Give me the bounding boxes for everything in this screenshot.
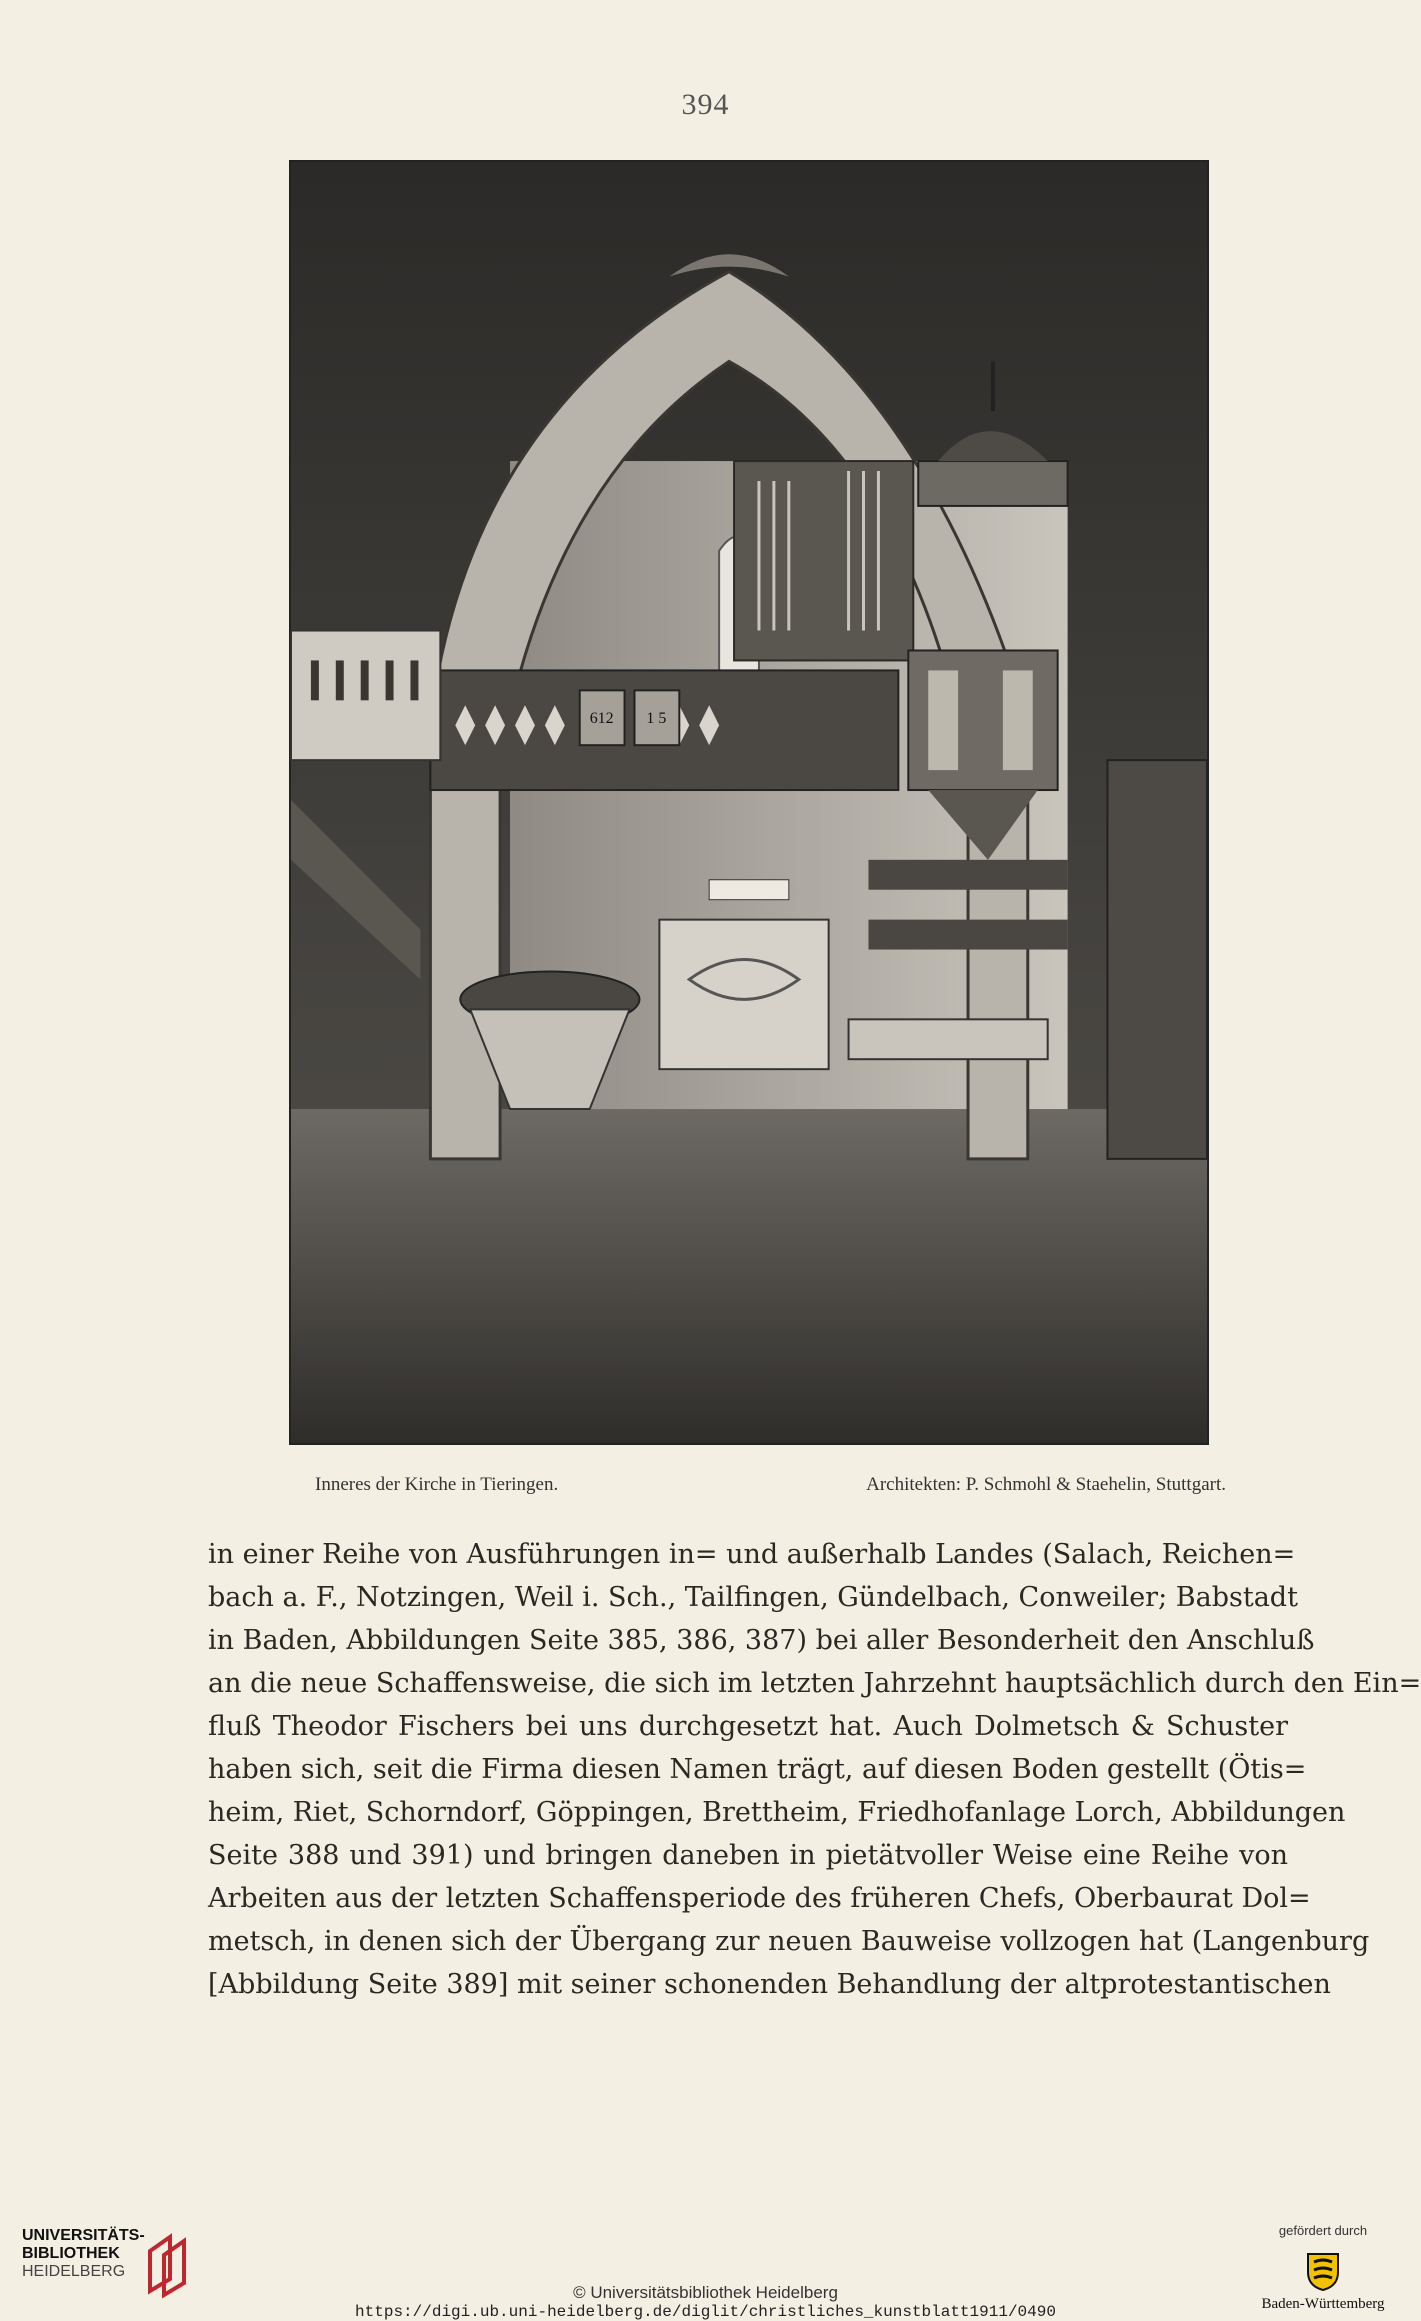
- library-line-3: HEIDELBERG: [22, 2263, 126, 2280]
- sponsor-block[interactable]: [1253, 2223, 1393, 2313]
- hymn-board-1: 612: [589, 710, 614, 728]
- sponsor-name: Baden-Württemberg: [1261, 2296, 1385, 2312]
- coat-of-arms-icon: [1300, 2248, 1346, 2292]
- hymn-board-2: 1 5: [646, 710, 667, 728]
- text-line: in einer Reihe von Ausführungen in= und außerhalb Landes (Salach, Reichen=: [208, 1539, 1296, 1570]
- text-line: heim, Riet, Schorndorf, Göppingen, Brettheim, Friedhofanlage Lorch, Abbildungen: [208, 1797, 1346, 1828]
- body-text: [208, 1533, 1421, 2006]
- library-line-2: BIBLIOTHEK: [22, 2245, 120, 2262]
- page-number: 394: [681, 88, 730, 121]
- text-line: Arbeiten aus der letzten Schaffensperiode des früheren Chefs, Oberbaurat Dol=: [208, 1883, 1311, 1914]
- church-interior-photo: [289, 160, 1209, 1445]
- text-line: fluß Theodor Fischers bei uns durchgesetzt hat. Auch Dolmetsch & Schuster: [208, 1711, 1288, 1742]
- figure-caption: Inneres der Kirche in Tieringen.: [315, 1474, 559, 1495]
- text-line: haben sich, seit die Firma diesen Namen trägt, auf diesen Boden gestellt (Ötis=: [208, 1754, 1307, 1785]
- library-line-1: UNIVERSITÄTS-: [22, 2227, 145, 2244]
- source-url-link[interactable]: https://digi.ub.uni-heidelberg.de/diglit/christliches_kunstblatt1911/0490: [355, 2303, 1056, 2321]
- text-line: an die neue Schaffensweise, die sich im letzten Jahrzehnt hauptsächlich durch den Ein=: [208, 1668, 1421, 1699]
- sponsor-label: gefördert durch: [1278, 2223, 1368, 2238]
- church-interior-illustration: [291, 162, 1207, 1443]
- text-line: metsch, in denen sich der Übergang zur neuen Bauweise vollzogen hat (Langenburg: [208, 1926, 1370, 1957]
- text-line: in Baden, Abbildungen Seite 385, 386, 387) bei aller Besonderheit den Anschluß: [208, 1625, 1315, 1656]
- figure-credit: Architekten: P. Schmohl & Staehelin, Stuttgart.: [866, 1474, 1226, 1495]
- text-line: bach a. F., Notzingen, Weil i. Sch., Tailfingen, Gündelbach, Conweiler; Babstadt: [208, 1582, 1298, 1613]
- copyright-notice: © Universitätsbibliothek Heidelberg: [573, 2283, 838, 2302]
- library-name: [22, 2227, 145, 2281]
- text-line: [Abbildung Seite 389] mit seiner schonenden Behandlung der altprotestantischen: [208, 1969, 1331, 2000]
- text-line: Seite 388 und 391) und bringen daneben in pietätvoller Weise eine Reihe von: [208, 1840, 1288, 1871]
